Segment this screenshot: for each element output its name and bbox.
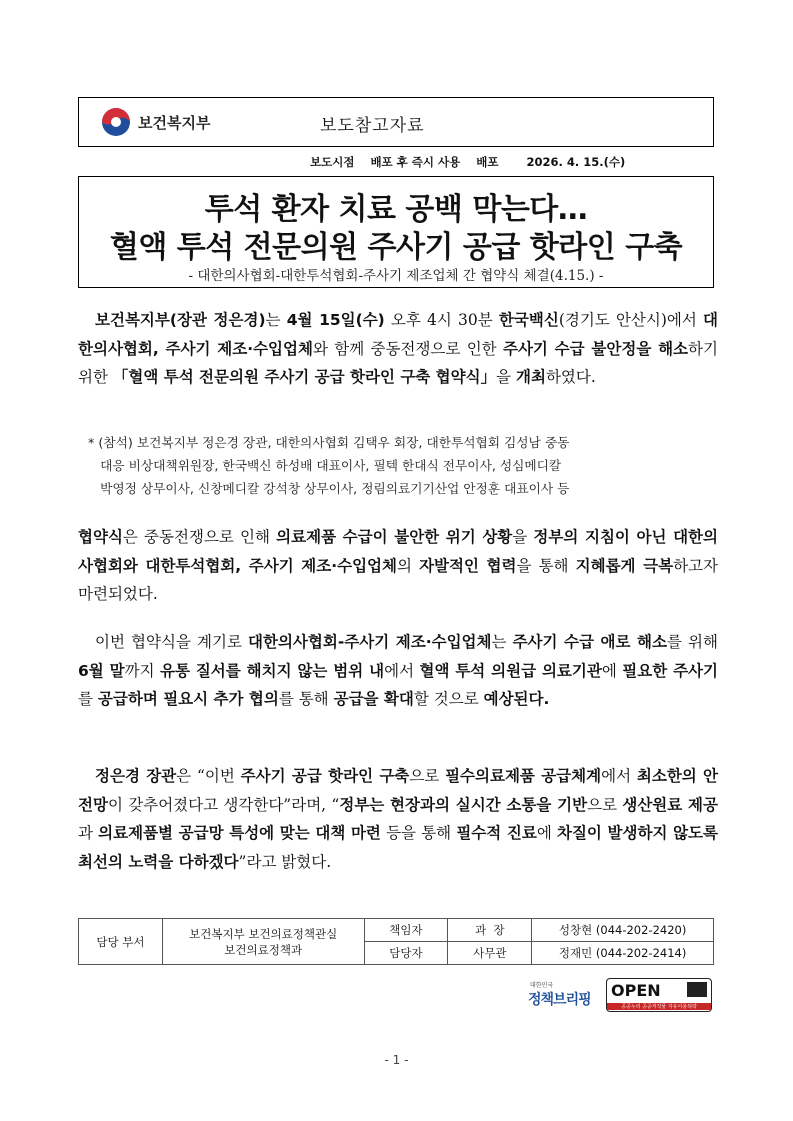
text-run: 과 [78, 824, 99, 842]
bold-text-run: 생산원료 제공 [622, 795, 718, 814]
policy-briefing-logo [528, 980, 600, 1012]
release-info [310, 154, 625, 170]
text-run: 은 중동전쟁으로 인해 [122, 528, 277, 546]
dept-name [162, 919, 364, 965]
bold-text-run: 예상된다. [483, 690, 550, 708]
text-run: (경기도 안산시)에서 [558, 311, 704, 329]
document-type: 보도참고자료 [320, 116, 425, 136]
table-row [79, 919, 714, 942]
ministry-name: 보건복지부 [138, 114, 211, 132]
dept-label: 담당 부서 [79, 919, 163, 965]
text-run: 를 위해 [666, 633, 718, 651]
bold-text-run: 공급하며 필요시 추가 협의 [97, 690, 279, 708]
bold-text-run: 개최 [516, 368, 546, 386]
paragraph-4 [78, 762, 718, 876]
government-emblem-icon [100, 106, 132, 138]
bold-text-run: 4월 15일(수) [286, 311, 385, 329]
bold-text-run: 필요한 주사기 [622, 661, 718, 680]
bold-text-run: 협약식 [78, 528, 123, 546]
bold-text-run: 의료제품별 공급망 특성에 맞는 대책 마련 [98, 824, 381, 842]
bold-text-run: 필수적 진료 [456, 824, 537, 842]
text-run: 에 [601, 661, 623, 680]
open-logo-text: OPEN [611, 981, 661, 1000]
role-cell: 담당자 [364, 942, 448, 965]
subtitle: - 대한의사협회-대한투석협회-주사기 제조업체 간 협약식 체결(4.15.) - [188, 268, 604, 284]
bold-text-run: 「혈액 투석 전문의원 주사기 공급 핫라인 구축 협약식」 [112, 368, 497, 386]
bold-text-run: 보건복지부(장관 정은경) [95, 311, 266, 329]
open-logo-subtext: 공공누리 공공저작물 자유이용허락 [607, 1003, 711, 1010]
text-run: 에서 [601, 767, 637, 785]
title-cell: 과 장 [448, 919, 532, 942]
dept-line2: 보건의료정책과 [224, 942, 303, 957]
bold-text-run: 정은경 장관 [95, 767, 177, 785]
bold-text-run: 한국백신 [498, 311, 559, 329]
bold-text-run: 혈액 투석 의원급 의료기관 [419, 661, 602, 680]
text-run: 에서 [384, 661, 420, 680]
text-run: 을 [512, 528, 534, 546]
release-time-value: 배포 후 즉시 사용 [370, 155, 461, 169]
text-run: 하고자 마련되었다. [78, 556, 718, 603]
bold-text-run: 지혜롭게 극복 [575, 556, 674, 575]
dept-line1: 보건복지부 보건의료정책관실 [189, 926, 338, 941]
text-run: 이번 협약식을 계기로 [95, 633, 249, 651]
paragraph-1 [78, 306, 718, 392]
attendee-note: * (참석) 보건복지부 정은경 장관, 대한의사협회 김택우 회장, 대한투석협회 김성남 중동 대응 비상대책위원장, 한국백신 하성배 대표이사, 필텍 한대식 전무이사, 성심메디칼 박영정 상무이사, 신창메디칼 강석창 상무이사, 정림의료기기산업 안정훈 대표이사 등 [88, 435, 570, 496]
text-run: 에 [536, 824, 557, 842]
title-cell: 사무관 [448, 942, 532, 965]
text-run: 이 갖추어졌다고 생각한다”라며, “ [107, 795, 340, 814]
headline-line2: 혈액 투석 전문의원 주사기 공급 핫라인 구축 [109, 230, 683, 265]
release-date-label: 배포 [476, 155, 499, 169]
text-run: 은 “이번 [176, 767, 241, 785]
text-run: 까지 [124, 661, 160, 680]
headline-line1: 투석 환자 치료 공백 막는다… [204, 192, 588, 227]
bold-text-run: 6월 말 [78, 661, 125, 680]
release-time-label: 보도시점 [310, 155, 355, 169]
bold-text-run: 필수의료제품 공급체계 [445, 767, 602, 785]
bold-text-run: 자발적인 협력 [419, 556, 517, 575]
bold-text-run: 주사기 수급 불안정을 해소 [502, 339, 689, 358]
text-run: 를 통해 [278, 690, 334, 708]
bold-text-run: 대한의사협회, 주사기 제조·수입업체 [78, 311, 719, 358]
text-run: 으로 [409, 767, 446, 785]
open-license-logo [606, 978, 712, 1012]
bold-text-run: 정부는 현장과의 실시간 소통을 기반 [339, 795, 588, 814]
text-run: 하기 위한 [78, 339, 718, 386]
bold-text-run: 주사기 수급 애로 해소 [512, 633, 667, 651]
text-run: 를 [78, 690, 98, 708]
text-run: 의 [397, 556, 420, 575]
bold-text-run: 주사기 공급 핫라인 구축 [240, 767, 410, 785]
text-run: 등을 통해 [380, 824, 457, 842]
text-run: 와 함께 중동전쟁으로 인한 [312, 339, 503, 358]
bold-text-run: 공급을 확대 [333, 690, 414, 708]
text-run: 을 [496, 368, 516, 386]
paragraph-3 [78, 628, 718, 714]
role-cell: 책임자 [364, 919, 448, 942]
text-run: 하였다. [545, 368, 596, 386]
text-run: 는 [265, 311, 287, 329]
person-cell: 정재민 (044-202-2414) [532, 942, 714, 965]
bold-text-run: 대한의사협회-주사기 제조·수입업체 [248, 633, 492, 651]
text-run: ”라고 밝혔다. [238, 852, 332, 871]
release-date-value: 2026. 4. 15.(수) [526, 155, 626, 169]
text-run: 으로 [587, 795, 623, 814]
person-cell: 성창현 (044-202-2420) [532, 919, 714, 942]
brief-logo-main: 정책브리핑 [528, 992, 591, 1008]
bold-text-run: 의료제품 수급이 불안한 위기 상황 [276, 528, 513, 546]
text-run: 할 것으로 [413, 690, 484, 708]
bold-text-run: 정부의 지침이 아닌 대한의사협회와 대한투석협회, 주사기 제조·수입업체 [78, 528, 718, 575]
attribution-icon [687, 982, 707, 997]
paragraph-2 [78, 523, 718, 609]
page-number: - 1 - [384, 1053, 409, 1067]
bold-text-run: 유통 질서를 해치지 않는 범위 내 [160, 661, 385, 680]
bold-text-run: 최소한의 안전망 [78, 767, 719, 814]
text-run: 오후 4시 30분 [384, 311, 499, 329]
text-run: 을 통해 [516, 556, 576, 575]
text-run: 는 [491, 633, 513, 651]
contact-table [78, 918, 714, 965]
brief-logo-small: 대한민국 [530, 982, 554, 989]
bold-text-run: 차질이 발생하지 않도록 최선의 노력을 다하겠다 [78, 824, 718, 871]
